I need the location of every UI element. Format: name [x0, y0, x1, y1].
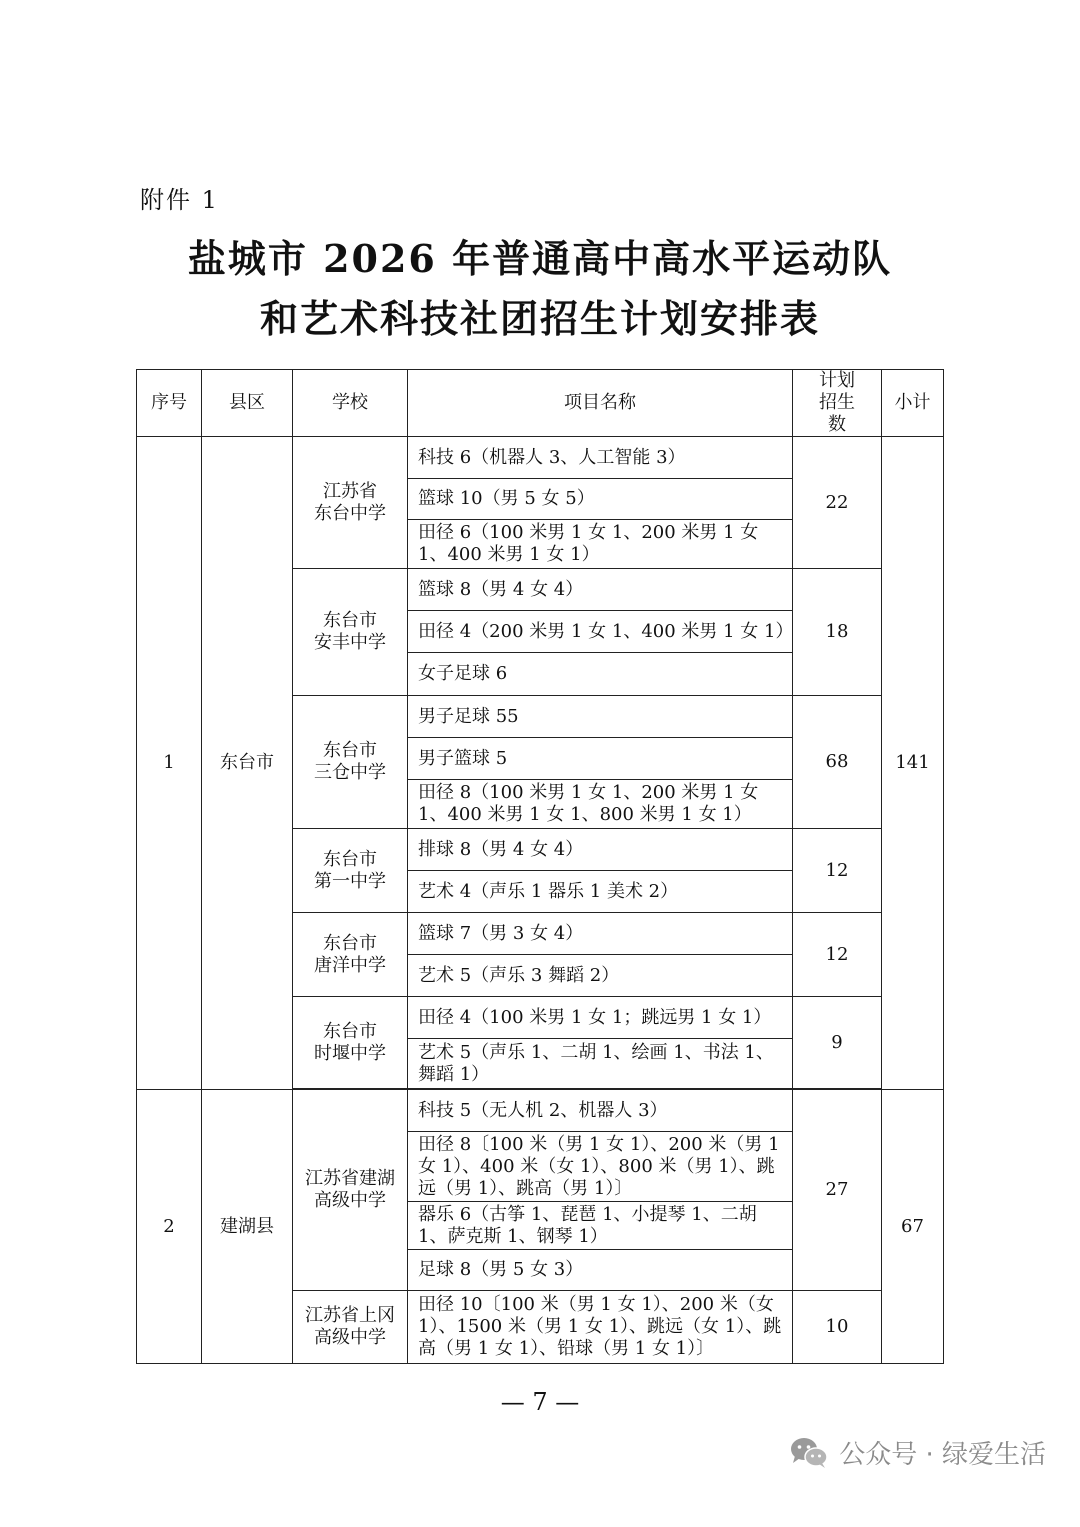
project-cell: 田径 8（100 米男 1 女 1、200 米男 1 女 1、400 米男 1 女 1、800 米男 1 女 1） [408, 780, 793, 829]
header-project: 项目名称 [408, 370, 793, 437]
project-cell: 科技 5（无人机 2、机器人 3） [408, 1090, 793, 1132]
subtotal: 141 [882, 437, 944, 1090]
project-cell: 排球 8（男 4 女 4） [408, 829, 793, 871]
school-name: 江苏省上冈 高级中学 [293, 1291, 408, 1364]
project-cell: 田径 6（100 米男 1 女 1、200 米男 1 女 1、400 米男 1 女 1） [408, 520, 793, 569]
page-number: — 7 — [500, 1388, 580, 1416]
project-cell: 科技 6（机器人 3、人工智能 3） [408, 437, 793, 479]
plan-count: 27 [793, 1090, 882, 1291]
watermark-text: 公众号 · 绿爱生活 [839, 1440, 1046, 1470]
project-cell: 田径 4（100 米男 1 女 1；跳远男 1 女 1） [408, 997, 793, 1039]
school-name: 江苏省建湖 高级中学 [293, 1090, 408, 1291]
project-cell: 篮球 8（男 4 女 4） [408, 569, 793, 611]
document-title-line2: 和艺术科技社团招生计划安排表 [259, 296, 820, 341]
wechat-icon [789, 1436, 829, 1470]
project-cell: 男子篮球 5 [408, 738, 793, 780]
plan-count: 10 [793, 1291, 882, 1364]
project-cell: 篮球 7（男 3 女 4） [408, 913, 793, 955]
table-row [137, 437, 944, 479]
plan-count: 18 [793, 569, 882, 696]
project-cell: 田径 8〔100 米（男 1 女 1）、200 米（男 1 女 1）、400 米（女 1）、800 米（男 1）、跳远（男 1）、跳高（男 1）〕 [408, 1132, 793, 1202]
row-no: 2 [137, 1090, 202, 1364]
plan-count: 22 [793, 437, 882, 569]
header-district: 县区 [202, 370, 293, 437]
row-district: 建湖县 [202, 1090, 293, 1364]
watermark [789, 1434, 1046, 1471]
school-name: 东台市 第一中学 [293, 829, 408, 913]
plan-count: 12 [793, 913, 882, 997]
table-header-row [137, 370, 944, 437]
project-cell: 男子足球 55 [408, 696, 793, 738]
project-cell: 器乐 6（古筝 1、琵琶 1、小提琴 1、二胡 1、萨克斯 1、钢琴 1） [408, 1202, 793, 1250]
school-name: 江苏省 东台中学 [293, 437, 408, 569]
plan-count: 9 [793, 997, 882, 1089]
project-cell: 女子足球 6 [408, 653, 793, 696]
project-cell: 田径 4（200 米男 1 女 1、400 米男 1 女 1） [408, 611, 793, 653]
subtotal: 67 [882, 1090, 944, 1364]
header-subtotal: 小计 [882, 370, 944, 437]
school-name: 东台市 唐洋中学 [293, 913, 408, 997]
project-cell: 艺术 4（声乐 1 器乐 1 美术 2） [408, 871, 793, 913]
plan-count: 12 [793, 829, 882, 913]
plan-count: 68 [793, 696, 882, 829]
project-cell: 篮球 10（男 5 女 5） [408, 479, 793, 520]
attachment-label: 附件 1 [140, 186, 219, 214]
project-cell: 艺术 5（声乐 1、二胡 1、绘画 1、书法 1、舞蹈 1） [408, 1039, 793, 1089]
enrollment-plan-table [136, 369, 944, 1364]
document-title-line1: 盐城市 2026 年普通高中高水平运动队 [187, 236, 893, 281]
project-cell: 艺术 5（声乐 3 舞蹈 2） [408, 955, 793, 997]
row-district: 东台市 [202, 437, 293, 1090]
school-name: 东台市 安丰中学 [293, 569, 408, 696]
row-no: 1 [137, 437, 202, 1090]
table-row [137, 1090, 944, 1132]
school-name: 东台市 三仓中学 [293, 696, 408, 829]
project-cell: 田径 10〔100 米（男 1 女 1）、200 米（女 1）、1500 米（男 1 女 1）、跳远（女 1）、跳高（男 1 女 1）、铅球（男 1 女 1）〕 [408, 1291, 793, 1364]
header-no: 序号 [137, 370, 202, 437]
school-name: 东台市 时堰中学 [293, 997, 408, 1089]
header-plan: 计划招生数 [793, 370, 882, 437]
header-school: 学校 [293, 370, 408, 437]
project-cell: 足球 8（男 5 女 3） [408, 1250, 793, 1291]
